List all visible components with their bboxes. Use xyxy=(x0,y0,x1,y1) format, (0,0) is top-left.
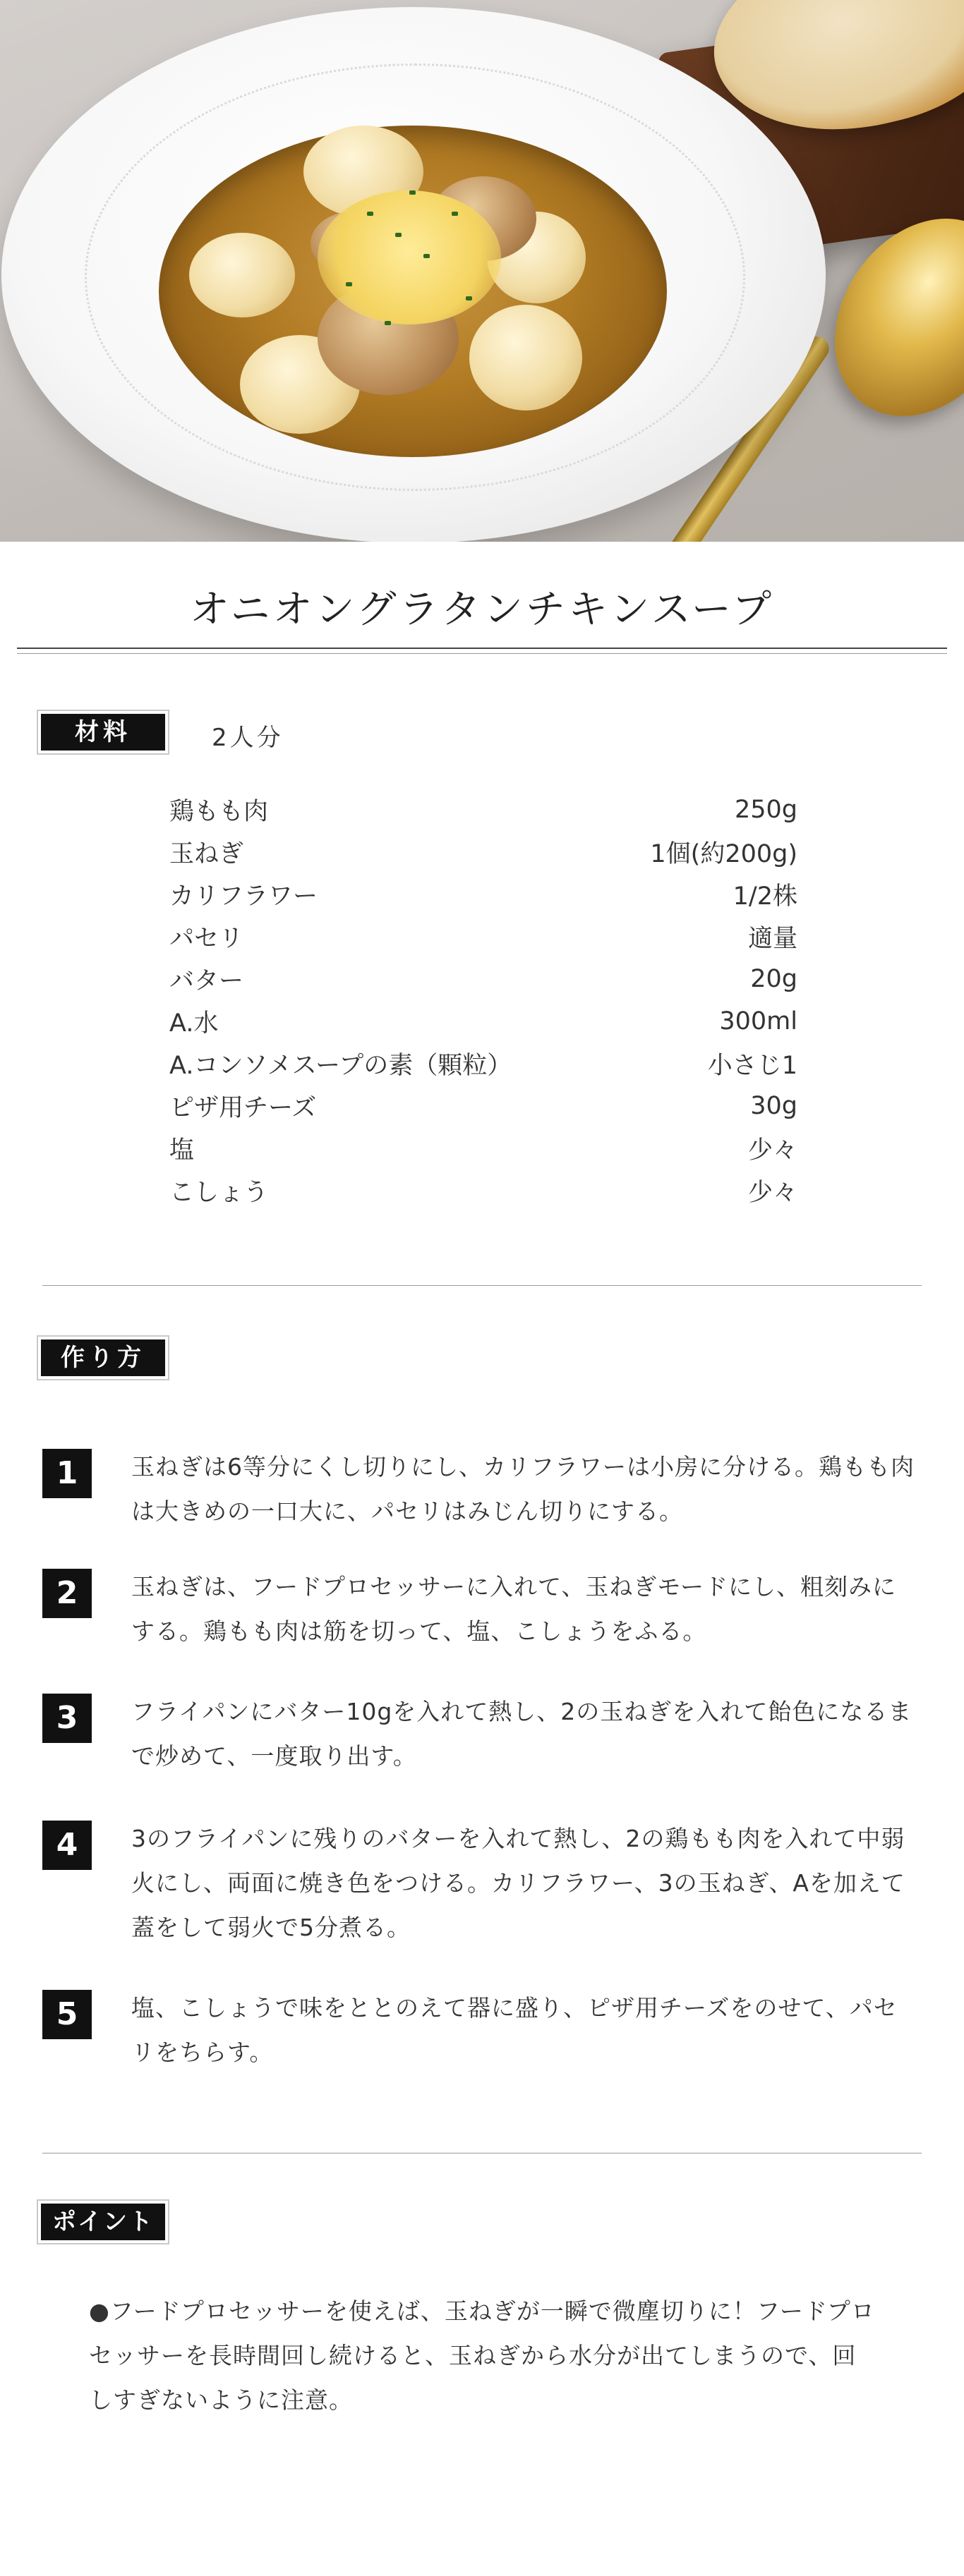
ingredient-amount: 30g xyxy=(750,1092,797,1120)
ingredient-amount: 300ml xyxy=(719,1007,797,1035)
parsley xyxy=(385,321,391,325)
ingredient-row xyxy=(169,1169,797,1212)
ingredient-row xyxy=(169,789,797,831)
ingredient-list xyxy=(169,789,797,1212)
ingredients-label-text: 材料 xyxy=(41,714,165,751)
ingredient-amount: 1個(約200g) xyxy=(650,840,797,868)
ingredient-name: 玉ねぎ xyxy=(169,840,244,868)
ingredient-row xyxy=(169,1127,797,1169)
ingredient-amount: 少々 xyxy=(747,1179,797,1207)
ingredient-name: 塩 xyxy=(169,1136,195,1165)
ingredient-amount: 250g xyxy=(734,796,797,824)
point-label xyxy=(37,2199,169,2244)
ingredient-name: ピザ用チーズ xyxy=(169,1094,317,1122)
cauliflower xyxy=(469,305,582,411)
ingredient-name: 鶏もも肉 xyxy=(169,798,269,826)
point-label-text: ポイント xyxy=(41,2204,165,2240)
point-text: ●フードプロセッサーを使えば、玉ねぎが一瞬で微塵切りに！フードプロセッサーを長時間回し続けると、玉ねぎから水分が出てしまうので、回しすぎないように注意。 xyxy=(89,2297,875,2414)
method-label-text: 作り方 xyxy=(41,1339,165,1376)
ingredient-row xyxy=(169,831,797,873)
ingredient-name: パセリ xyxy=(169,925,244,953)
step-text: 玉ねぎは6等分にくし切りにし、カリフラワーは小房に分ける。鶏もも肉は大きめの一口大に、パセリはみじん切りにする。 xyxy=(131,1453,915,1525)
ingredient-row xyxy=(169,1085,797,1127)
step-text: 玉ねぎは、フードプロセッサーに入れて、玉ねぎモードにし、粗刻みにする。鶏もも肉は筋を切って、塩、こしょうをふる。 xyxy=(131,1573,897,1645)
step-number: 4 xyxy=(42,1821,92,1870)
parsley xyxy=(409,190,416,195)
servings: 2人分 xyxy=(212,724,284,752)
ingredient-amount: 小さじ1 xyxy=(707,1052,797,1080)
title-rule xyxy=(17,648,947,649)
step-number: 2 xyxy=(42,1569,92,1618)
hero-photo xyxy=(0,0,964,542)
title-rule-thin xyxy=(17,653,947,654)
ingredient-amount: 1/2株 xyxy=(733,882,797,911)
parsley xyxy=(367,212,373,216)
page-title: オニオングラタンチキンスープ xyxy=(189,587,775,633)
ingredient-name: A.水 xyxy=(169,1009,219,1038)
parsley xyxy=(346,282,352,286)
step-number: 5 xyxy=(42,1990,92,2039)
ingredients-label xyxy=(37,710,169,755)
parsley xyxy=(395,233,402,237)
ingredient-amount: 20g xyxy=(750,965,797,993)
ingredient-row xyxy=(169,916,797,958)
ingredient-name: A.コンソメスープの素（顆粒） xyxy=(169,1052,512,1080)
step-text: 3のフライパンに残りのバターを入れて熱し、2の鶏もも肉を入れて中弱火にし、両面に焼き色をつける。カリフラワー、3の玉ねぎ、Aを加えて蓋をして弱火で5分煮る。 xyxy=(131,1825,905,1941)
ingredient-row xyxy=(169,873,797,916)
ingredient-row xyxy=(169,1043,797,1085)
parsley xyxy=(423,254,430,258)
ingredient-amount: 少々 xyxy=(747,1136,797,1165)
step-number: 1 xyxy=(42,1449,92,1498)
ingredient-name: バター xyxy=(169,967,244,995)
section-divider xyxy=(42,1285,922,1286)
ingredient-name: カリフラワー xyxy=(169,882,318,911)
method-label xyxy=(37,1335,169,1380)
step-text: フライパンにバター10gを入れて熱し、2の玉ねぎを入れて飴色になるまで炒めて、一度取り出す。 xyxy=(131,1698,912,1770)
parsley xyxy=(466,296,472,300)
step-text: 塩、こしょうで味をととのえて器に盛り、ピザ用チーズをのせて、パセリをちらす。 xyxy=(131,1994,898,2066)
ingredient-amount: 適量 xyxy=(747,925,797,953)
step-number: 3 xyxy=(42,1694,92,1743)
ingredient-row xyxy=(169,1000,797,1043)
ingredient-name: こしょう xyxy=(169,1179,269,1207)
ingredient-row xyxy=(169,958,797,1000)
parsley xyxy=(452,212,458,216)
cauliflower xyxy=(189,233,295,317)
melted-cheese xyxy=(318,190,501,324)
